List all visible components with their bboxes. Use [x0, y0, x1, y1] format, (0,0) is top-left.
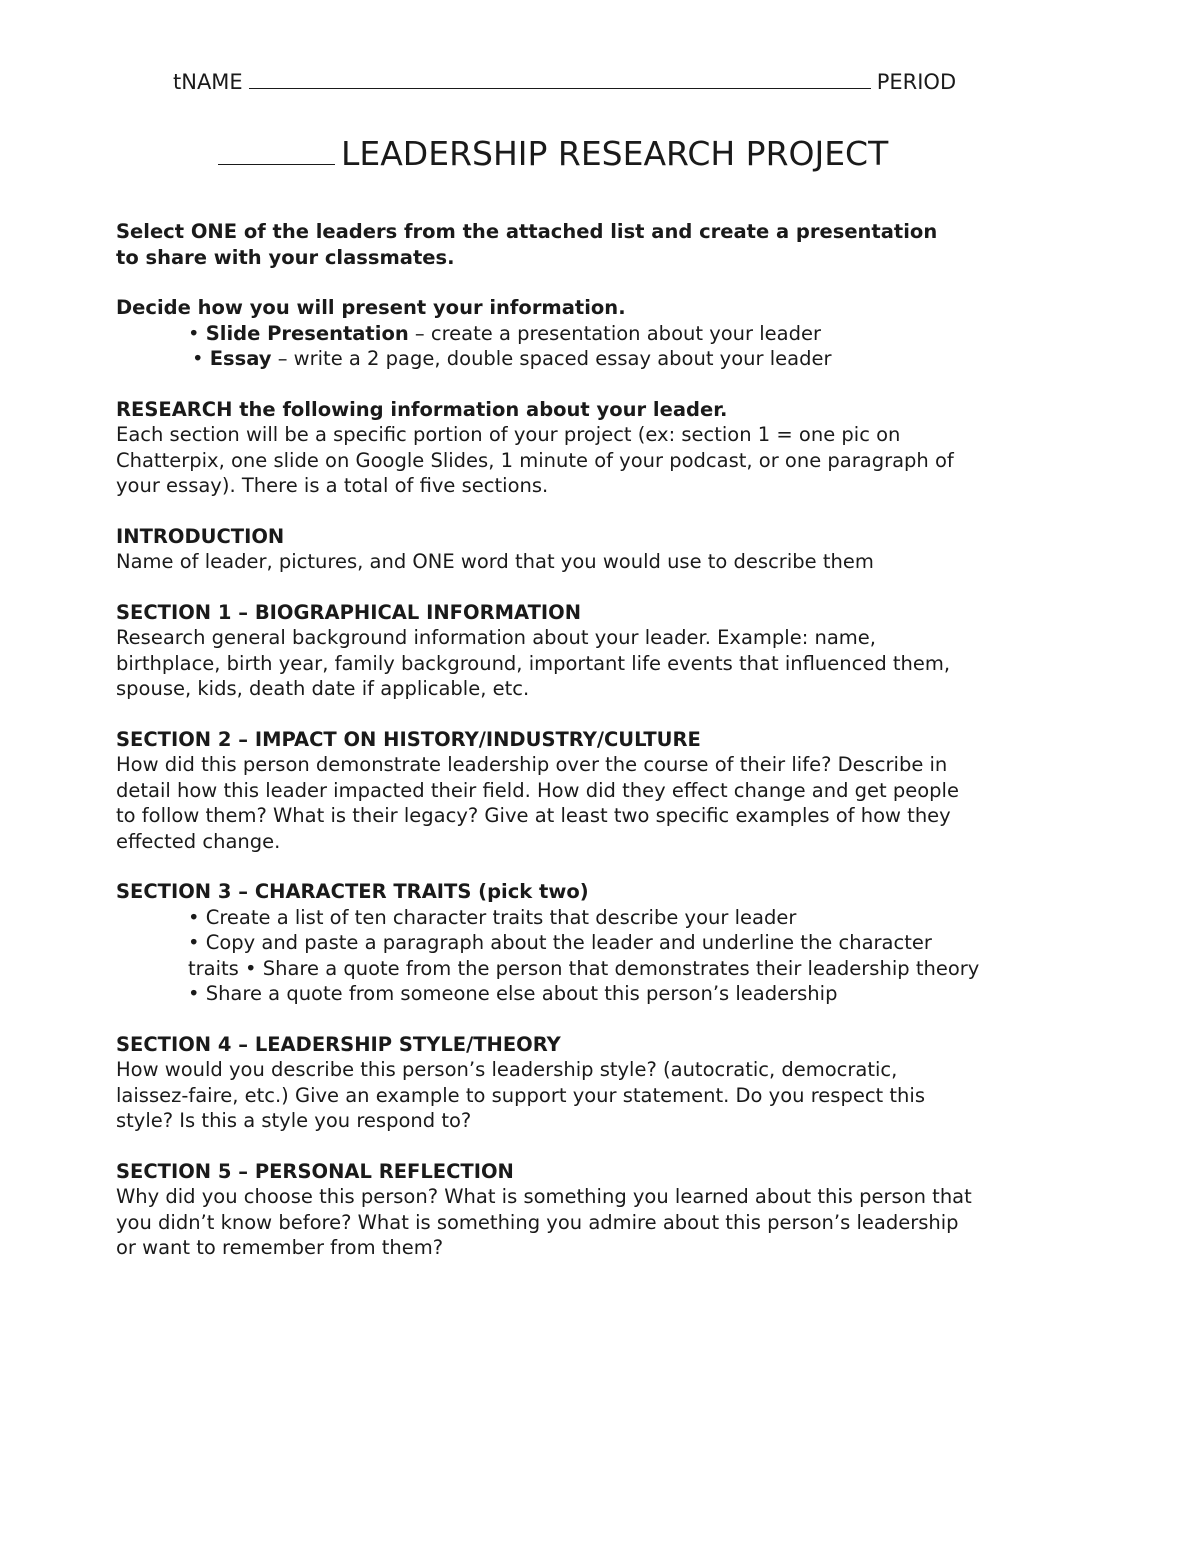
option-label: Essay — [209, 347, 272, 370]
present-heading: Decide how you will present your information. — [116, 296, 626, 319]
section1-heading: SECTION 1 – BIOGRAPHICAL INFORMATION — [116, 600, 582, 624]
name-label: tNAME — [173, 70, 243, 94]
introduction-heading: INTRODUCTION — [116, 524, 285, 548]
present-block — [116, 295, 1076, 372]
period-label: PERIOD — [876, 70, 957, 94]
intro-line-2: to share with your classmates. — [116, 245, 455, 269]
research-line: Each section will be a specific portion of your project (ex: section 1 = one pic on — [116, 423, 901, 446]
section3-line: • Create a list of ten character traits that describe your leader — [188, 905, 797, 929]
bullet: • — [192, 347, 204, 370]
option-label: Slide Presentation — [205, 321, 409, 345]
introduction-block — [116, 524, 1076, 575]
bullet: • — [188, 321, 200, 345]
research-line: Chatterpix, one slide on Google Slides, 1 minute of your podcast, or one paragraph of — [116, 448, 954, 472]
section4-line: style? Is this a style you respond to? — [116, 1109, 472, 1132]
research-line: your essay). There is a total of five sections. — [116, 474, 549, 497]
option-slide-presentation — [116, 321, 1076, 347]
option-text: – create a presentation about your leader — [408, 321, 821, 345]
intro-block — [116, 219, 1076, 270]
section3-line: traits • Share a quote from the person that demonstrates their leadership theory — [188, 956, 980, 980]
section4-line: How would you describe this person’s leadership style? (autocratic, democratic, — [116, 1058, 898, 1081]
page-title: LEADERSHIP RESEARCH PROJECT — [341, 134, 889, 173]
section5-block — [116, 1159, 1076, 1261]
intro-line-1: Select ONE of the leaders from the attached list and create a presentation — [116, 220, 938, 243]
section5-line: or want to remember from them? — [116, 1236, 444, 1259]
section5-heading: SECTION 5 – PERSONAL REFLECTION — [116, 1159, 514, 1183]
section1-line: birthplace, birth year, family background, important life events that influenced them, — [116, 651, 951, 675]
option-essay — [116, 346, 1076, 372]
title-blank-line — [218, 132, 335, 165]
section5-line: you didn’t know before? What is something you admire about this person’s leadership — [116, 1210, 959, 1234]
section2-line: to follow them? What is their legacy? Give at least two specific examples of how they — [116, 804, 951, 827]
section1-block — [116, 600, 1076, 702]
section2-block — [116, 727, 1076, 855]
section2-line: How did this person demonstrate leadership over the course of their life? Describe in — [116, 753, 948, 776]
section4-block — [116, 1032, 1076, 1134]
introduction-line: Name of leader, pictures, and ONE word that you would use to describe them — [116, 550, 874, 573]
section3-line: • Share a quote from someone else about this person’s leadership — [188, 982, 838, 1005]
research-block — [116, 397, 1076, 499]
section2-line: detail how this leader impacted their field. How did they effect change and get people — [116, 778, 959, 802]
name-period-line — [173, 66, 983, 97]
section3-line: • Copy and paste a paragraph about the leader and underline the character — [188, 931, 932, 954]
section2-heading: SECTION 2 – IMPACT ON HISTORY/INDUSTRY/CULTURE — [116, 727, 701, 751]
section4-heading: SECTION 4 – LEADERSHIP STYLE/THEORY — [116, 1032, 561, 1056]
document-body — [116, 219, 1076, 1286]
section1-line: spouse, kids, death date if applicable, etc. — [116, 677, 530, 700]
section5-line: Why did you choose this person? What is something you learned about this person that — [116, 1185, 972, 1208]
title-line — [218, 132, 888, 176]
section4-line: laissez-faire, etc.) Give an example to support your statement. Do you respect this — [116, 1083, 925, 1107]
option-text: – write a 2 page, double spaced essay about your leader — [271, 347, 832, 370]
name-blank-line — [249, 66, 871, 89]
research-heading: RESEARCH the following information about your leader. — [116, 397, 728, 421]
section3-heading: SECTION 3 – CHARACTER TRAITS (pick two) — [116, 880, 589, 903]
section1-line: Research general background information about your leader. Example: name, — [116, 626, 876, 649]
section3-block — [116, 879, 1076, 1007]
section2-line: effected change. — [116, 829, 281, 853]
